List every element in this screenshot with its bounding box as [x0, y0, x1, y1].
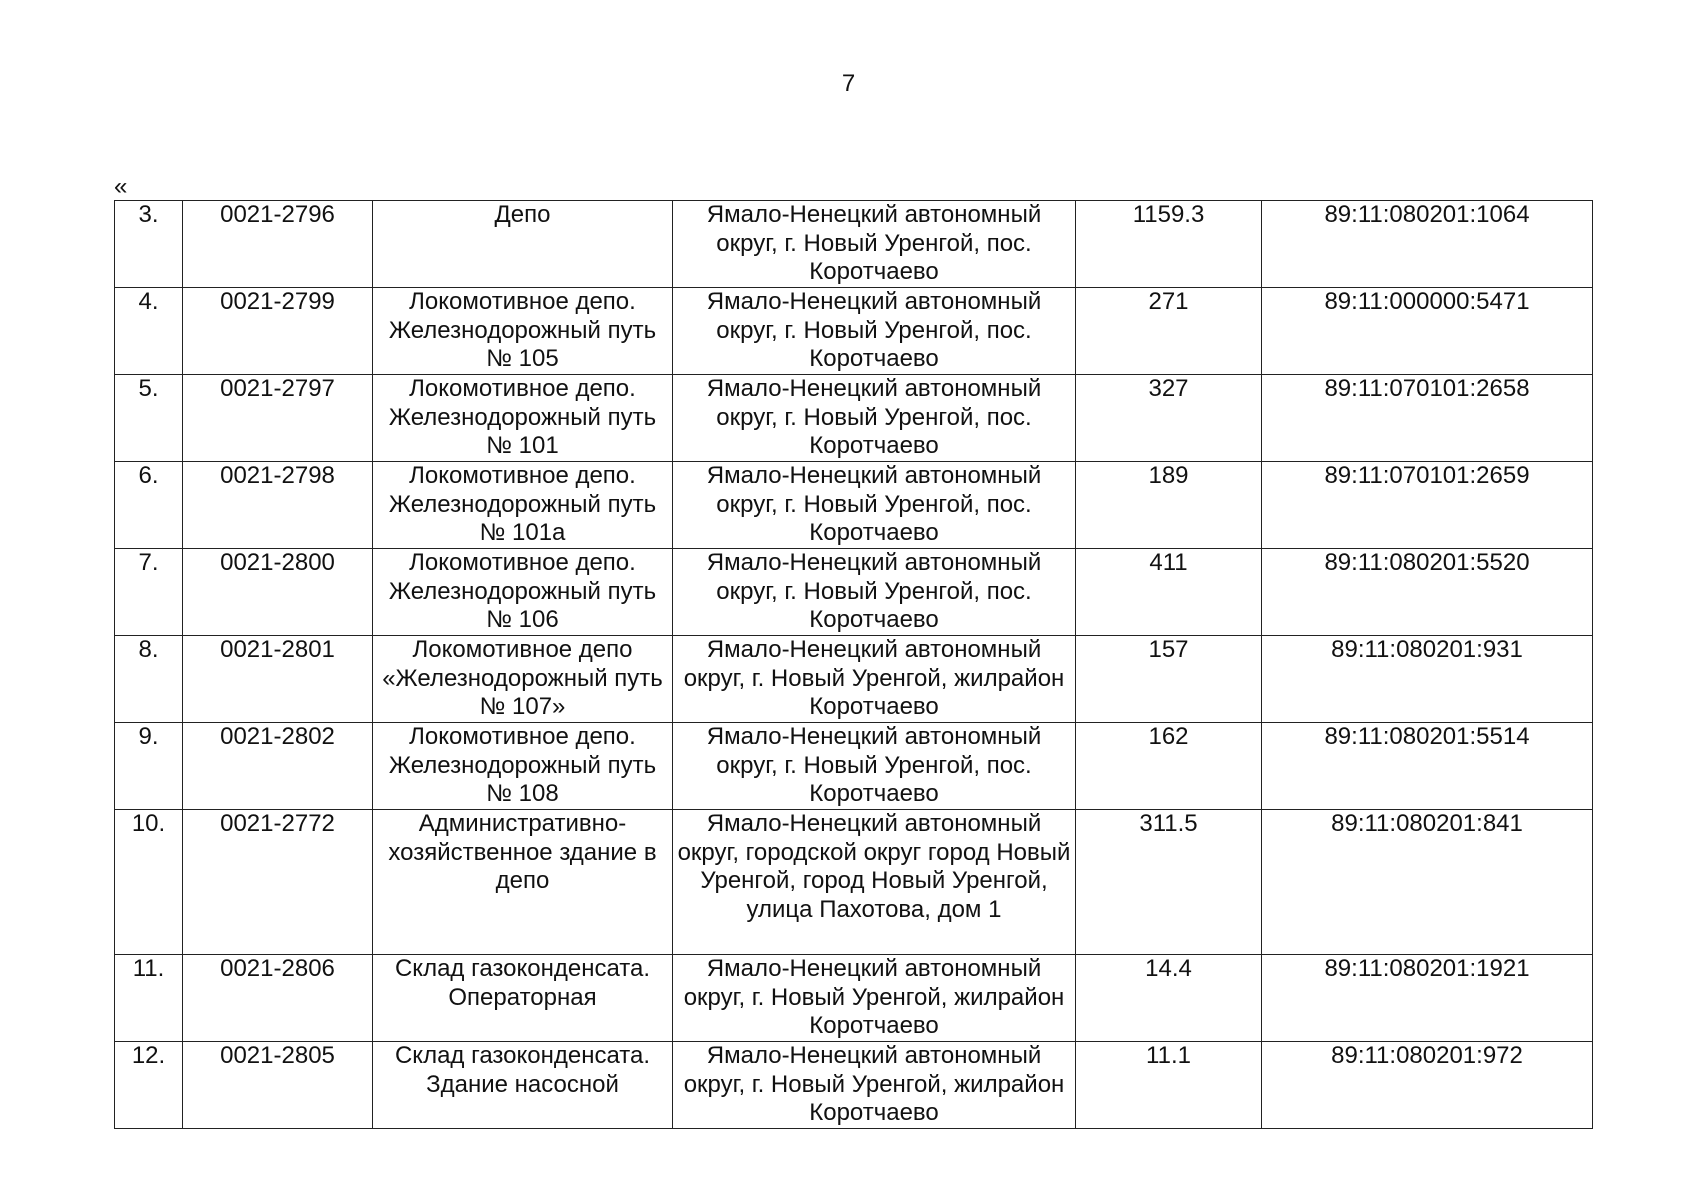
object-name-cell: Склад газоконденсата. Здание насосной — [373, 1042, 673, 1129]
cadastral-number-cell: 89:11:070101:2659 — [1262, 462, 1593, 549]
cadastral-number-cell: 89:11:080201:931 — [1262, 636, 1593, 723]
area-cell: 11.1 — [1076, 1042, 1262, 1129]
table-row — [115, 636, 1593, 723]
area-cell: 189 — [1076, 462, 1262, 549]
row-number-cell: 9. — [115, 723, 183, 810]
address-cell: Ямало-Ненецкий автономный округ, г. Новый Уренгой, пос. Коротчаево — [673, 723, 1076, 810]
row-number-cell: 3. — [115, 201, 183, 288]
cadastral-number-cell: 89:11:080201:1064 — [1262, 201, 1593, 288]
table-row — [115, 549, 1593, 636]
area-cell: 411 — [1076, 549, 1262, 636]
area-cell: 157 — [1076, 636, 1262, 723]
area-cell: 311.5 — [1076, 810, 1262, 955]
continuation-mark: « — [114, 173, 128, 200]
area-cell: 1159.3 — [1076, 201, 1262, 288]
cadastral-number-cell: 89:11:080201:841 — [1262, 810, 1593, 955]
inventory-code-cell: 0021-2797 — [183, 375, 373, 462]
row-number-cell: 8. — [115, 636, 183, 723]
cadastral-number-cell: 89:11:000000:5471 — [1262, 288, 1593, 375]
area-cell: 14.4 — [1076, 955, 1262, 1042]
object-name-cell: Локомотивное депо. Железнодорожный путь № 101 — [373, 375, 673, 462]
row-number-cell: 12. — [115, 1042, 183, 1129]
inventory-code-cell: 0021-2802 — [183, 723, 373, 810]
row-number-cell: 11. — [115, 955, 183, 1042]
table-row — [115, 462, 1593, 549]
page-number: 7 — [841, 70, 856, 97]
row-number-cell: 4. — [115, 288, 183, 375]
table-row — [115, 375, 1593, 462]
row-number-cell: 6. — [115, 462, 183, 549]
inventory-code-cell: 0021-2801 — [183, 636, 373, 723]
inventory-code-cell: 0021-2772 — [183, 810, 373, 955]
object-name-cell: Локомотивное депо. Железнодорожный путь № 108 — [373, 723, 673, 810]
object-name-cell: Локомотивное депо «Железнодорожный путь № 107» — [373, 636, 673, 723]
row-number-cell: 5. — [115, 375, 183, 462]
object-name-cell: Административно-хозяйственное здание в депо — [373, 810, 673, 955]
address-cell: Ямало-Ненецкий автономный округ, г. Новый Уренгой, жилрайон Коротчаево — [673, 955, 1076, 1042]
object-name-cell: Локомотивное депо. Железнодорожный путь № 101а — [373, 462, 673, 549]
inventory-code-cell: 0021-2805 — [183, 1042, 373, 1129]
address-cell: Ямало-Ненецкий автономный округ, г. Новый Уренгой, пос. Коротчаево — [673, 549, 1076, 636]
property-registry-table — [114, 200, 1593, 1129]
object-name-cell: Локомотивное депо. Железнодорожный путь № 105 — [373, 288, 673, 375]
address-cell: Ямало-Ненецкий автономный округ, г. Новый Уренгой, пос. Коротчаево — [673, 375, 1076, 462]
object-name-cell: Локомотивное депо. Железнодорожный путь № 106 — [373, 549, 673, 636]
table-row — [115, 288, 1593, 375]
object-name-cell: Депо — [373, 201, 673, 288]
object-name-cell: Склад газоконденсата. Операторная — [373, 955, 673, 1042]
cadastral-number-cell: 89:11:080201:5514 — [1262, 723, 1593, 810]
address-cell: Ямало-Ненецкий автономный округ, г. Новый Уренгой, жилрайон Коротчаево — [673, 1042, 1076, 1129]
table-row — [115, 723, 1593, 810]
area-cell: 162 — [1076, 723, 1262, 810]
area-cell: 327 — [1076, 375, 1262, 462]
table-row — [115, 810, 1593, 955]
address-cell: Ямало-Ненецкий автономный округ, г. Новый Уренгой, жилрайон Коротчаево — [673, 636, 1076, 723]
table-row — [115, 955, 1593, 1042]
inventory-code-cell: 0021-2806 — [183, 955, 373, 1042]
table-row — [115, 1042, 1593, 1129]
cadastral-number-cell: 89:11:070101:2658 — [1262, 375, 1593, 462]
inventory-code-cell: 0021-2800 — [183, 549, 373, 636]
row-number-cell: 10. — [115, 810, 183, 955]
address-cell: Ямало-Ненецкий автономный округ, г. Новый Уренгой, пос. Коротчаево — [673, 201, 1076, 288]
address-cell: Ямало-Ненецкий автономный округ, г. Новый Уренгой, пос. Коротчаево — [673, 288, 1076, 375]
address-cell: Ямало-Ненецкий автономный округ, г. Новый Уренгой, пос. Коротчаево — [673, 462, 1076, 549]
cadastral-number-cell: 89:11:080201:5520 — [1262, 549, 1593, 636]
area-cell: 271 — [1076, 288, 1262, 375]
cadastral-number-cell: 89:11:080201:1921 — [1262, 955, 1593, 1042]
address-cell: Ямало-Ненецкий автономный округ, городской округ город Новый Уренгой, город Новый Уренгой, улица Пахотова, дом 1 — [673, 810, 1076, 955]
inventory-code-cell: 0021-2796 — [183, 201, 373, 288]
inventory-code-cell: 0021-2798 — [183, 462, 373, 549]
cadastral-number-cell: 89:11:080201:972 — [1262, 1042, 1593, 1129]
inventory-code-cell: 0021-2799 — [183, 288, 373, 375]
table-row — [115, 201, 1593, 288]
row-number-cell: 7. — [115, 549, 183, 636]
